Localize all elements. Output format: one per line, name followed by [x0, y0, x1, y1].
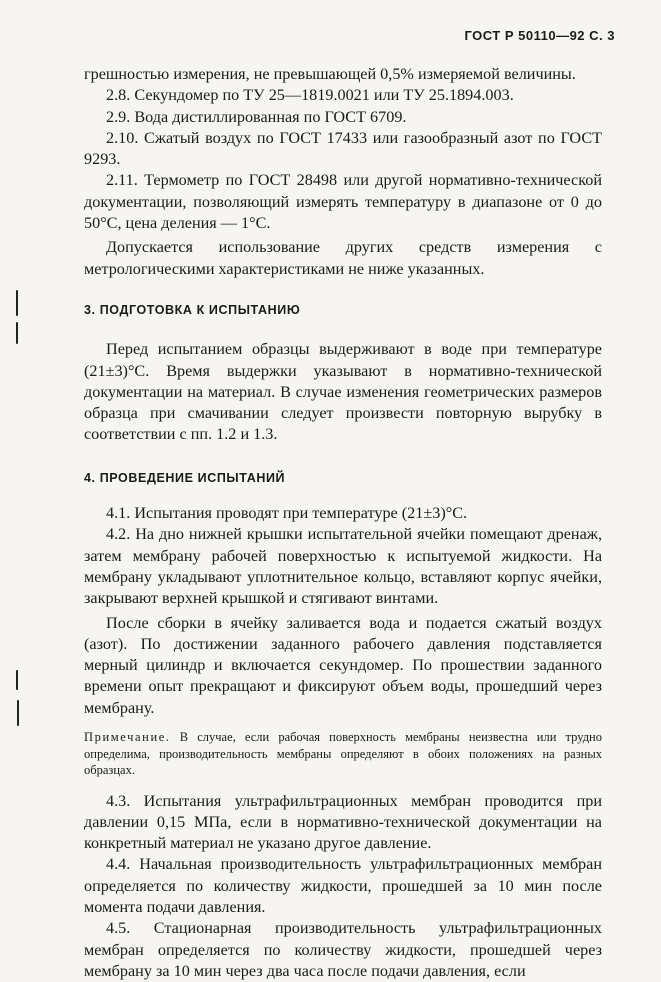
text-paragraph: 4.1. Испытания проводят при температуре (21±3)°С. — [106, 504, 468, 523]
text-paragraph: Допускается использование других средств измерения с метрологическими характеристиками не ниже указанных. — [84, 238, 602, 278]
text-paragraph: Перед испытанием образцы выдерживают в воде при температуре (21±3)°С. Время выдержки указывают в нормативно-технической документации на материал. В случае изменения геометрических размеров образца при смачивании следует произвести повторную вырубку в соответствии с пп. 1.2 и 1.3. — [84, 340, 602, 444]
text-paragraph: 2.11. Термометр по ГОСТ 28498 или другой нормативно-технической документации, позволяющий измерять температуру в диапазоне от 0 до 50°С, цена деления — 1°С. — [84, 171, 602, 233]
note — [84, 729, 602, 779]
margin-mark — [16, 670, 18, 690]
page-body — [84, 64, 602, 982]
text-paragraph: 4.4. Начальная производительность ультрафильтрационных мембран определяется по количеству жидкости, прошедшей за 10 мин после момента подачи давления. — [84, 855, 602, 916]
section-heading: 3. ПОДГОТОВКА К ИСПЫТАНИЮ — [84, 302, 301, 317]
text-paragraph: грешностью измерения, не превышающей 0,5% измеряемой величины. — [84, 65, 576, 83]
text-paragraph: После сборки в ячейку заливается вода и подается сжатый воздух (азот). По достижении заданного рабочего давления подставляется мерный цилиндр и включается секундомер. По прошествии заданного времени опыт прекращают и фиксируют объем воды, прошедший через мембрану. — [84, 613, 602, 717]
page-header: ГОСТ Р 50110—92 С. 3 — [464, 28, 615, 43]
text-paragraph: 2.10. Сжатый воздух по ГОСТ 17433 или газообразный азот по ГОСТ 9293. — [84, 128, 602, 169]
text-paragraph: 4.2. На дно нижней крышки испытательной ячейки помещают дренаж, затем мембрану рабочей поверхностью к испытуемой жидкости. На мембрану укладывают уплотнительное кольцо, вставляют корпус ячейки, закрывают верхней крышкой и стягивают винтами. — [84, 525, 602, 608]
note-label: Примечание. — [84, 730, 171, 745]
margin-mark — [16, 290, 18, 316]
text-paragraph: 4.5. Стационарная производительность ультрафильтрационных мембран определяется по количеству жидкости, прошедшей через мембрану за 10 мин через два часа после подачи давления, если — [84, 919, 602, 980]
text-paragraph: 4.3. Испытания ультрафильтрационных мембран проводится при давлении 0,15 МПа, если в нормативно-технической документации на конкретный материал не указано другое давление. — [84, 791, 602, 853]
text-paragraph: 2.9. Вода дистиллированная по ГОСТ 6709. — [106, 107, 407, 126]
note-text: В случае, если рабочая поверхность мембраны неизвестна или трудно определима, производительность мембраны определяют в обоих положениях на разных образцах. — [84, 730, 602, 778]
margin-mark — [16, 322, 18, 344]
margin-mark — [17, 700, 19, 726]
text-paragraph: 2.8. Секундомер по ТУ 25—1819.0021 или ТУ 25.1894.003. — [106, 86, 514, 105]
section-heading: 4. ПРОВЕДЕНИЕ ИСПЫТАНИЙ — [84, 470, 286, 485]
